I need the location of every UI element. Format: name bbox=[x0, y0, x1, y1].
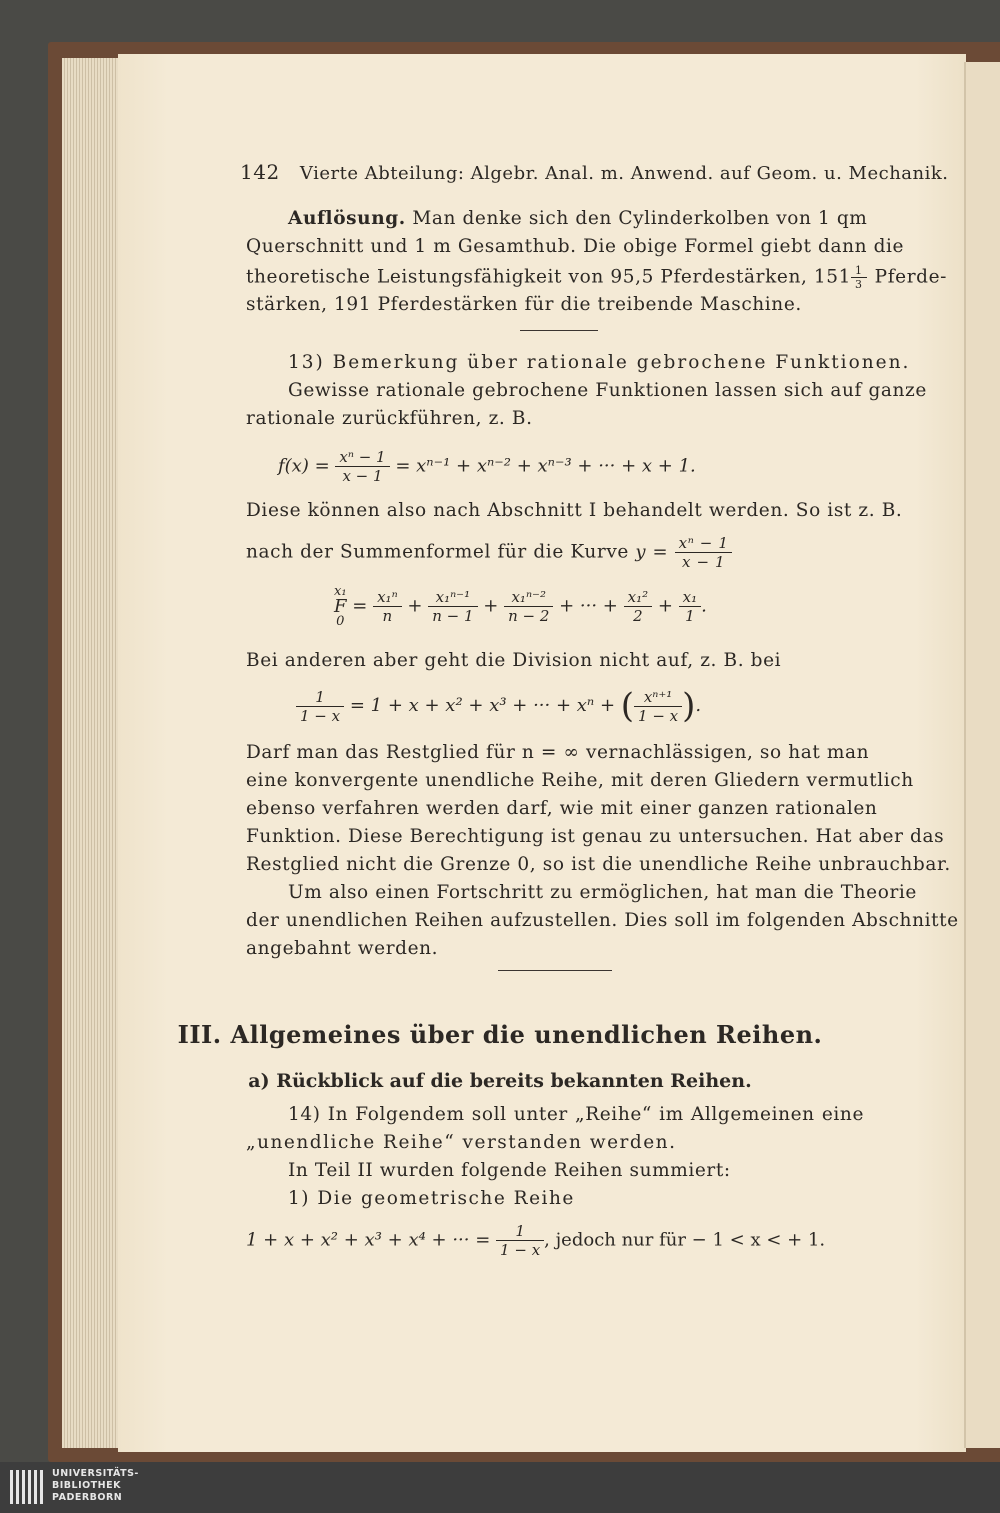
frac-den: n bbox=[373, 606, 402, 625]
formula-y-fraction bbox=[675, 534, 733, 571]
paragraph2-line-2: der unendlichen Reihen aufzustellen. Dies soll im folgenden Abschnitte bbox=[246, 910, 959, 931]
frac-num: 1 bbox=[315, 687, 325, 706]
frac-den: 3 bbox=[851, 277, 867, 291]
section-13-text-4: nach der Summenformel für die Kurve bbox=[246, 541, 629, 563]
aufloesung-text-3a: theoretische Leistungsfähigkeit von 95,5 Pferdestärken, 151 bbox=[246, 266, 852, 288]
aufloesung-line-4: stärken, 191 Pferdestärken für die treibende Maschine. bbox=[246, 294, 802, 315]
term-2 bbox=[428, 588, 477, 625]
section-13-title: 13) Bemerkung über rationale gebrochene Funktionen. bbox=[288, 352, 911, 373]
aufloesung-line-1 bbox=[288, 208, 868, 229]
paragraph-line-1: Darf man das Restglied für n = ∞ vernachlässigen, so hat man bbox=[246, 742, 870, 763]
frac-num: x₁² bbox=[627, 588, 649, 606]
frac-den: 1 − x bbox=[296, 706, 344, 725]
section-14-line-1: 14) In Folgendem soll unter „Reihe“ im Allgemeinen eine bbox=[288, 1104, 864, 1125]
aufloesung-label: Auflösung. bbox=[288, 208, 406, 229]
paragraph-line-5: Restglied nicht die Grenze 0, so ist die unendliche Reihe unbrauchbar. bbox=[246, 854, 951, 875]
integral-upper: x₁ bbox=[334, 584, 347, 599]
aufloesung-line-2: Querschnitt und 1 m Gesamthub. Die obige Formel giebt dann die bbox=[246, 236, 905, 257]
paragraph-line-3: ebenso verfahren werden darf, wie mit einer ganzen rationalen bbox=[246, 798, 878, 819]
formula-3-rhs: = 1 + x + x² + x³ + ··· + xⁿ + bbox=[349, 695, 616, 716]
frac-den: n − 2 bbox=[504, 606, 553, 625]
integral-lower: 0 bbox=[336, 614, 345, 629]
frac-den: x − 1 bbox=[675, 552, 733, 571]
term-1 bbox=[373, 588, 402, 625]
formula-3-remainder bbox=[634, 688, 682, 725]
geometric-series-formula bbox=[246, 1222, 825, 1259]
aufloesung-text-3b: Pferde- bbox=[874, 266, 947, 288]
section-14-line-2: „unendliche Reihe“ verstanden werden. bbox=[246, 1132, 677, 1153]
term-4 bbox=[624, 588, 653, 625]
frac-num: 1 bbox=[515, 1222, 525, 1240]
frac-num: xⁿ⁺¹ bbox=[643, 687, 673, 706]
frac-den: 2 bbox=[624, 606, 653, 625]
logo-line-1: UNIVERSITÄTS- bbox=[52, 1468, 139, 1479]
frac-num: xⁿ − 1 bbox=[678, 534, 729, 552]
paragraph-line-2: eine konvergente unendliche Reihe, mit deren Gliedern vermutlich bbox=[246, 770, 914, 791]
logo-line-2: BIBLIOTHEK bbox=[52, 1480, 121, 1491]
frac-den: 1 − x bbox=[496, 1240, 544, 1259]
paragraph2-line-3: angebahnt werden. bbox=[246, 938, 439, 959]
section-13-line-1: Gewisse rationale gebrochene Funktionen lassen sich auf ganze bbox=[288, 380, 927, 401]
formula-3: $\frac{1}{1 - x}$ = 1 + x + x² + x³ + ··· + xⁿ + ( $\frac{\text{xⁿ⁺¹}}{1 - x}$ ). bbox=[296, 686, 701, 726]
integral-f: F bbox=[334, 596, 347, 617]
section-iii-heading: III. Allgemeines über die unendlichen Reihen. bbox=[177, 1020, 823, 1049]
section-13-line-3: Diese können also nach Abschnitt I behandelt werden. So ist z. B. bbox=[246, 500, 903, 521]
section-a-subheading: a) Rückblick auf die bereits bekannten Reihen. bbox=[248, 1070, 752, 1092]
term-5 bbox=[679, 588, 701, 625]
formula-1 bbox=[278, 448, 696, 485]
library-logo-icon bbox=[10, 1470, 44, 1504]
page-number: 142 bbox=[240, 160, 280, 184]
formula-1-rhs: = xⁿ⁻¹ + xⁿ⁻² + xⁿ⁻³ + ··· + x + 1. bbox=[395, 455, 696, 477]
frac-den: 1 − x bbox=[634, 706, 682, 725]
divider bbox=[520, 330, 598, 331]
formula-1-lhs: f(x) = bbox=[278, 455, 330, 477]
frac-num: x₁ⁿ⁻¹ bbox=[435, 588, 471, 606]
formula-1-fraction bbox=[335, 448, 389, 485]
geometric-fraction bbox=[496, 1222, 544, 1259]
frac-den: 1 bbox=[679, 606, 701, 625]
section-14-line-3: In Teil II wurden folgende Reihen summiert: bbox=[288, 1160, 731, 1181]
aufloesung-line-3 bbox=[246, 264, 947, 291]
geometric-condition: , jedoch nur für − 1 < x < + 1. bbox=[544, 1229, 826, 1251]
running-head bbox=[240, 160, 949, 184]
page-edges bbox=[62, 58, 122, 1448]
geometric-lhs: 1 + x + x² + x³ + x⁴ + ··· = bbox=[246, 1229, 491, 1251]
frac-den: x − 1 bbox=[335, 466, 389, 485]
library-footer bbox=[0, 1462, 1000, 1513]
section-14-line-4: 1) Die geometrische Reihe bbox=[288, 1188, 575, 1209]
frac-num: x₁ⁿ bbox=[377, 588, 398, 606]
next-page-edge bbox=[964, 62, 1000, 1448]
library-logo-text bbox=[52, 1468, 139, 1504]
formula-3-fraction bbox=[296, 688, 344, 725]
frac-num: xⁿ − 1 bbox=[339, 448, 386, 466]
aufloesung-text-1: Man denke sich den Cylinderkolben von 1 qm bbox=[412, 208, 868, 229]
formula-2: x₁ F 0 = $\frac{\text{x₁ⁿ}}{n}$ + $\frac{\text{x₁ⁿ⁻¹}}{n - 1}$ + $\frac{\text{x₁ⁿ⁻²}}{n - 2}$ + ··· + $\frac{\text{x₁²}}{2}$ + $\frac{\text{x₁}}{1}$ . bbox=[334, 584, 707, 629]
logo-line-3: PADERBORN bbox=[52, 1492, 123, 1503]
running-title: Vierte Abteilung: Algebr. Anal. m. Anwend. auf Geom. u. Mechanik. bbox=[299, 163, 949, 184]
formula-2-dots: + ··· + bbox=[559, 595, 618, 617]
section-13-line-5: Bei anderen aber geht die Division nicht auf, z. B. bei bbox=[246, 650, 782, 671]
frac-num: x₁ⁿ⁻² bbox=[511, 588, 546, 606]
paragraph-line-4: Funktion. Diese Berechtigung ist genau zu untersuchen. Hat aber das bbox=[246, 826, 945, 847]
y-equals: y = bbox=[635, 541, 669, 563]
frac-den: n − 1 bbox=[428, 606, 477, 625]
paragraph2-line-1: Um also einen Fortschritt zu ermöglichen, hat man die Theorie bbox=[288, 882, 917, 903]
fraction-one-third bbox=[851, 264, 867, 291]
section-13-line-2: rationale zurückführen, z. B. bbox=[246, 408, 533, 429]
frac-num: 1 bbox=[855, 264, 863, 277]
section-13-line-4 bbox=[246, 534, 732, 571]
term-3 bbox=[504, 588, 553, 625]
integral-symbol bbox=[334, 584, 347, 629]
section-divider bbox=[498, 970, 612, 971]
frac-num: x₁ bbox=[682, 588, 698, 606]
